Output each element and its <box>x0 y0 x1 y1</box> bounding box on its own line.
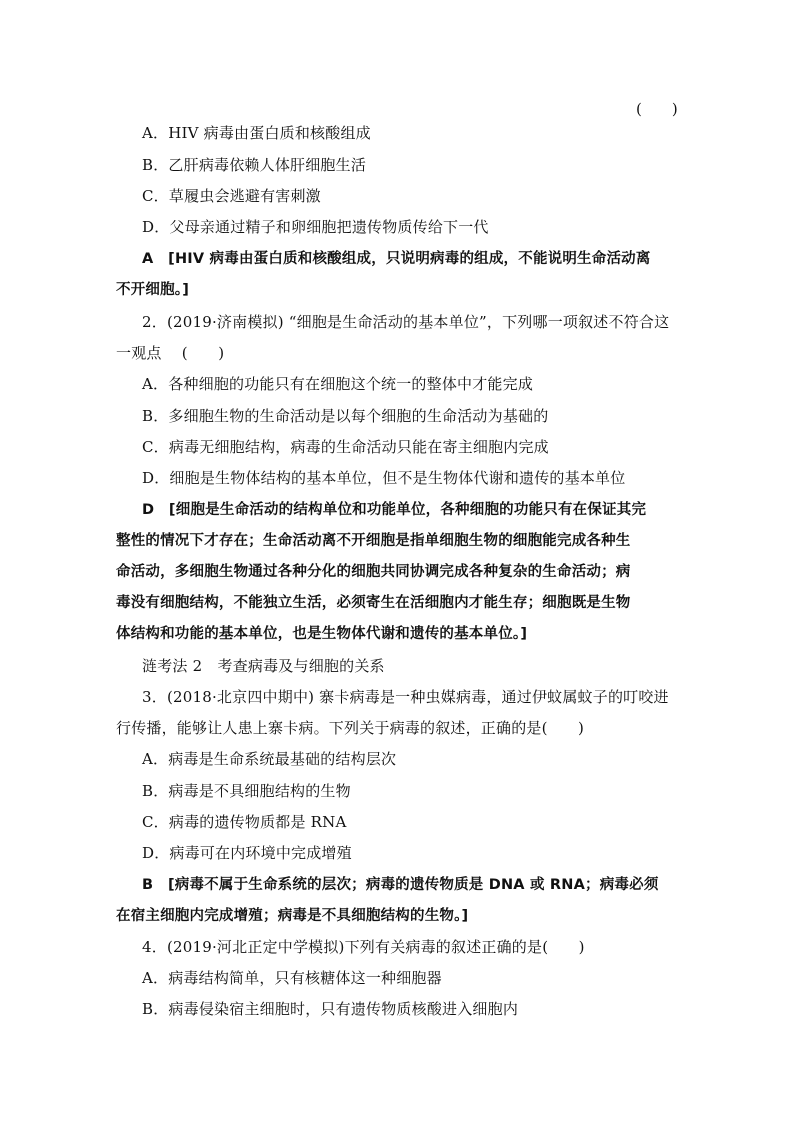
q2-answer-line: 命活动，多细胞生物通过各种分化的细胞共同协调完成各种复杂的生命活动；病 <box>116 564 631 580</box>
q2-option-d: D．细胞是生物体结构的基本单位，但不是生物体代谢和遗传的基本单位 <box>142 469 626 487</box>
q4-stem-line: 4．(2019·河北正定中学模拟)下列有关病毒的叙述正确的是( ) <box>142 938 585 956</box>
q4-option-b: B．病毒侵染宿主细胞时，只有遗传物质核酸进入细胞内 <box>142 1000 519 1018</box>
q2-option-c: C．病毒无细胞结构，病毒的生命活动只能在寄主细胞内完成 <box>142 438 549 456</box>
q2-answer-line: D [细胞是生命活动的结构单位和功能单位，各种细胞的功能只有在保证其完 <box>142 502 647 518</box>
q1-answer-line: A [HIV 病毒由蛋白质和核酸组成，只说明病毒的组成，不能说明生命活动离 <box>142 251 651 267</box>
q3-option-c: C．病毒的遗传物质都是 RNA <box>142 813 347 831</box>
q1-answer-line: 不开细胞。] <box>116 282 190 298</box>
section-heading: 涟考法 2 考查病毒及与细胞的关系 <box>142 657 385 675</box>
answer-paren: ( ) <box>636 100 678 118</box>
q1-option-a: A．HIV 病毒由蛋白质和核酸组成 <box>142 124 371 142</box>
q3-option-b: B．病毒是不具细胞结构的生物 <box>142 782 351 800</box>
q3-stem-line: 3．(2018·北京四中期中) 寨卡病毒是一种虫媒病毒，通过伊蚊属蚊子的叮咬进 <box>142 688 669 706</box>
q2-option-a: A．各种细胞的功能只有在细胞这个统一的整体中才能完成 <box>142 375 534 393</box>
q3-option-a: A．病毒是生命系统最基础的结构层次 <box>142 750 397 768</box>
q1-option-c: C．草履虫会逃避有害刺激 <box>142 187 321 205</box>
q2-option-b: B．多细胞生物的生命活动是以每个细胞的生命活动为基础的 <box>142 407 549 425</box>
q2-stem-line: 一观点 ( ) <box>116 344 225 362</box>
q2-stem-line: 2．(2019·济南模拟) “细胞是生命活动的基本单位”，下列哪一项叙述不符合这 <box>142 313 670 331</box>
q2-answer-line: 毒没有细胞结构，不能独立生活，必须寄生在活细胞内才能生存；细胞既是生物 <box>116 595 631 611</box>
q3-stem-line: 行传播，能够让人患上寨卡病。下列关于病毒的叙述，正确的是( ) <box>116 719 585 737</box>
q3-option-d: D．病毒可在内环境中完成增殖 <box>142 844 352 862</box>
q1-option-b: B．乙肝病毒依赖人体肝细胞生活 <box>142 156 367 174</box>
q1-option-d: D．父母亲通过精子和卵细胞把遗传物质传给下一代 <box>142 218 489 236</box>
q2-answer-line: 体结构和功能的基本单位，也是生物体代谢和遗传的基本单位。] <box>116 626 528 642</box>
q4-option-a: A．病毒结构简单，只有核糖体这一种细胞器 <box>142 969 442 987</box>
q2-answer-line: 整性的情况下才存在；生命活动离不开细胞是指单细胞生物的细胞能完成各种生 <box>116 533 631 549</box>
q3-answer-line: B [病毒不属于生命系统的层次；病毒的遗传物质是 DNA 或 RNA；病毒必须 <box>142 877 659 893</box>
q3-answer-line: 在宿主细胞内完成增殖；病毒是不具细胞结构的生物。] <box>116 908 469 924</box>
